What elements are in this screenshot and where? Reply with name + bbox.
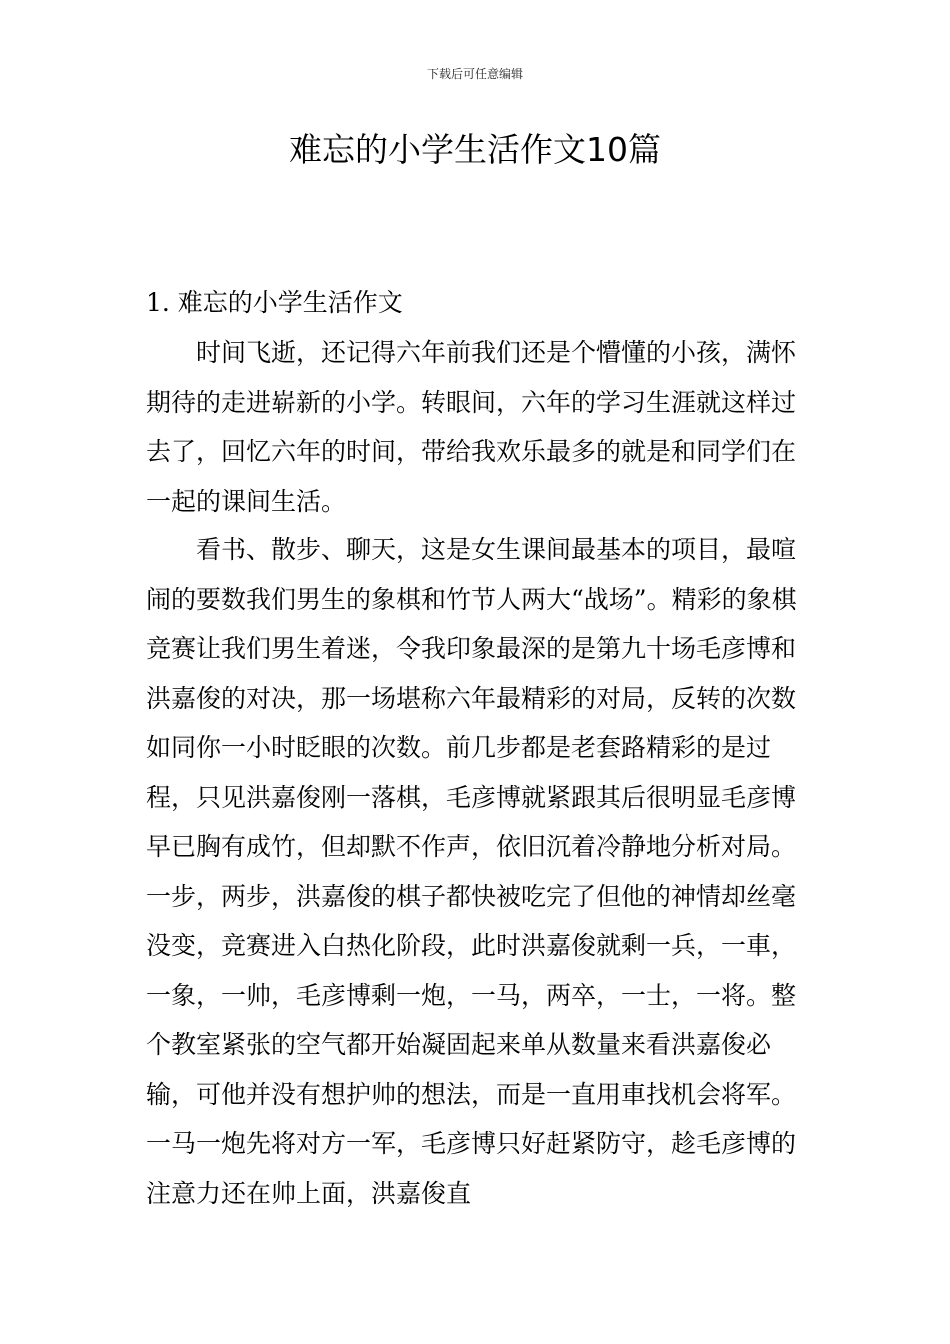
- section-heading: 1. 难忘的小学生活作文: [146, 288, 403, 317]
- body-paragraph: 时间飞逝，还记得六年前我们还是个懵懂的小孩，满怀期待的走进崭新的小学。转眼间，六年的学习生涯就这样过去了，回忆六年的时间，带给我欢乐最多的就是和同学们在一起的课间生活。: [146, 338, 797, 516]
- document-title: 难忘的小学生活作文10篇: [289, 130, 661, 169]
- header-note: 下载后可任意编辑: [426, 67, 523, 81]
- body-paragraph: 看书、散步、聊天，这是女生课间最基本的项目，最喧闹的要数我们男生的象棋和竹节人两大“战场”。精彩的象棋竞赛让我们男生着迷，令我印象最深的是第九十场毛彦博和洪嘉俊的对决，那一场堪称六年最精彩的对局，反转的次数如同你一小时眨眼的次数。前几步都是老套路精彩的是过程，只见洪嘉俊刚一落棋，毛彦博就紧跟其后很明显毛彦博早已胸有成竹，但却默不作声，依旧沉着冷静地分析对局。一步，两步，洪嘉俊的棋子都快被吃完了但他的神情却丝毫没变，竞赛进入白热化阶段，此时洪嘉俊就剩一兵，一車，一象，一帅，毛彦博剩一炮，一马，两卒，一士，一将。整个教室紧张的空气都开始凝固起来单从数量来看洪嘉俊必输，可他并没有想护帅的想法，而是一直用車找机会将军。一马一炮先将对方一军，毛彦博只好赶紧防守，趁毛彦博的注意力还在帅上面，洪嘉俊直: [146, 535, 797, 1208]
